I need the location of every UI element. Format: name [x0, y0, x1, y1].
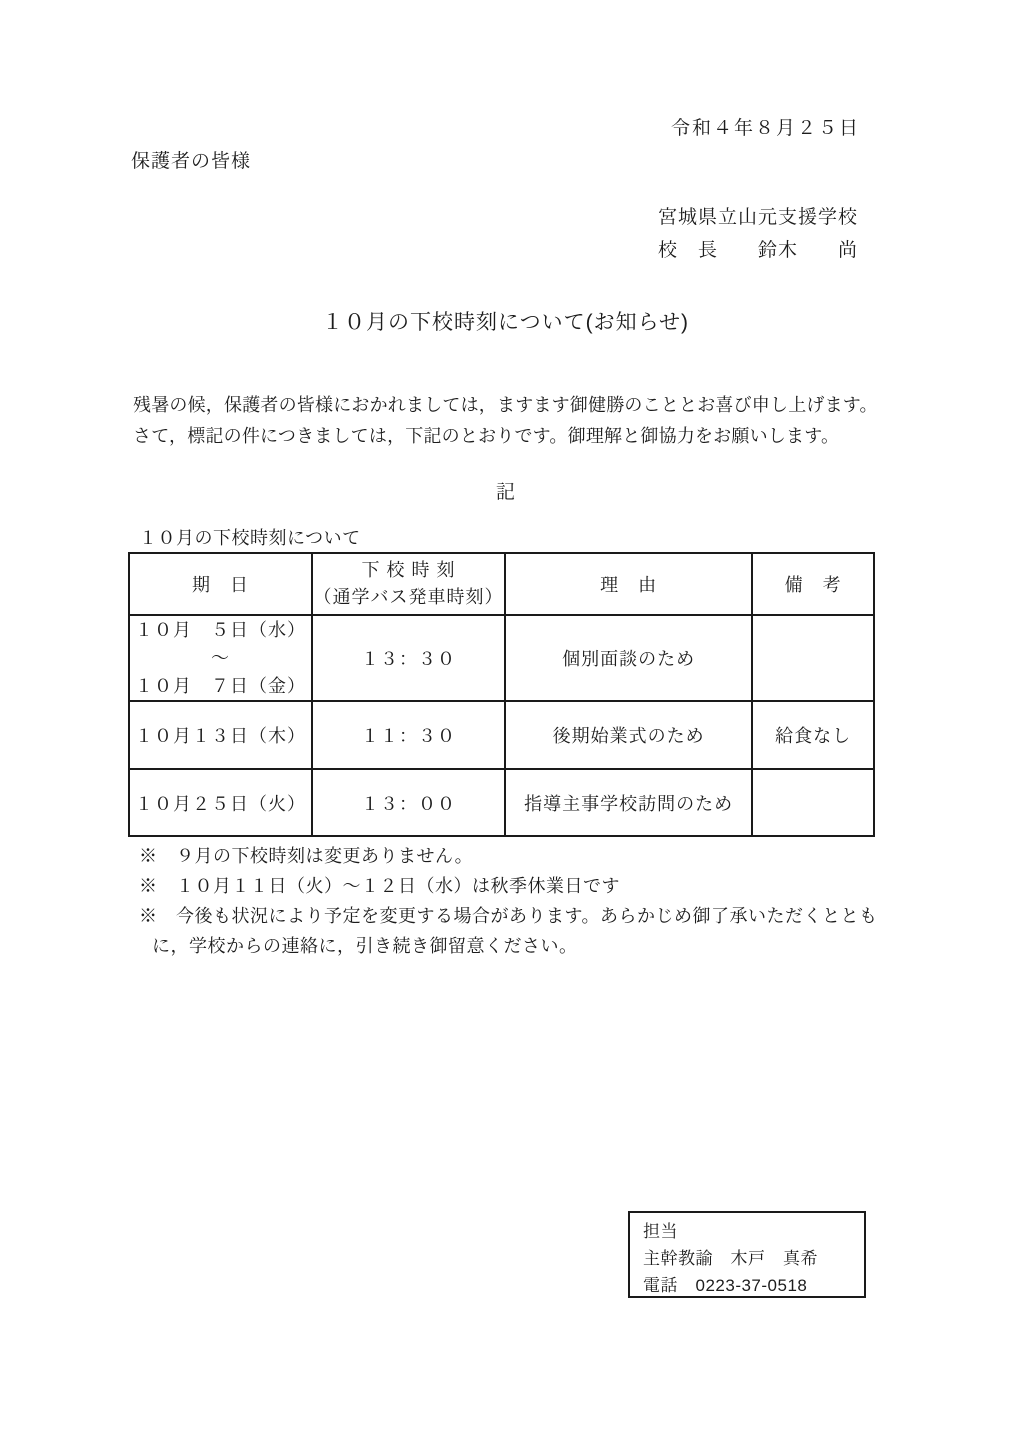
- cell-remarks: [752, 769, 874, 836]
- note-line-1: ※ ９月の下校時刻は変更ありません。: [139, 846, 474, 866]
- column-header-reason: 理 由: [505, 553, 752, 615]
- table-row: [129, 615, 874, 701]
- notes-section: [139, 841, 899, 961]
- note-line-2: ※ １０月１１日（火）～１２日（水）は秋季休業日です: [139, 876, 620, 896]
- table-row: [129, 701, 874, 769]
- cell-date-line1: １０月 ５日（水）: [134, 620, 306, 640]
- table-caption: １０月の下校時刻について: [139, 528, 361, 548]
- contact-person: 主幹教諭 木戸 真希: [643, 1249, 818, 1268]
- greeting-line-2: さて，標記の件につきましては，下記のとおりです。御理解と御協力をお願いします。: [133, 426, 840, 446]
- contact-box: [628, 1211, 866, 1298]
- record-marker: 記: [495, 482, 515, 503]
- cell-date: [129, 615, 312, 701]
- cell-reason: 個別面談のため: [505, 615, 752, 701]
- school-name: 宮城県立山元支援学校: [658, 207, 859, 228]
- recipient-line: 保護者の皆様: [131, 151, 252, 172]
- cell-date-line2: ～: [210, 648, 230, 668]
- cell-remarks: 給食なし: [752, 701, 874, 769]
- principal-name: 校 長 鈴木 尚: [658, 240, 859, 261]
- column-header-time-line2: （通学バス発車時刻）: [313, 587, 504, 607]
- table-header-row: [129, 553, 874, 615]
- column-header-time: [312, 553, 505, 615]
- column-header-time-line1: 下 校 時 刻: [361, 560, 456, 580]
- cell-date: １０月２５日（火）: [129, 769, 312, 836]
- cell-time: １３：３０: [312, 615, 505, 701]
- cell-date-line3: １０月 ７日（金）: [134, 676, 306, 696]
- note-line-3: ※ 今後も状況により予定を変更する場合があります。あらかじめ御了承いただくととも: [139, 906, 878, 926]
- cell-time: １１：３０: [312, 701, 505, 769]
- column-header-date: 期 日: [129, 553, 312, 615]
- cell-reason: 指導主事学校訪問のため: [505, 769, 752, 836]
- contact-phone: 電話 0223-37-0518: [643, 1276, 808, 1295]
- sender-block: [658, 201, 858, 267]
- table-row: [129, 769, 874, 836]
- cell-reason: 後期始業式のため: [505, 701, 752, 769]
- dismissal-schedule-table: [128, 552, 875, 837]
- document-title: １０月の下校時刻について(お知らせ): [322, 311, 689, 334]
- issue-date: 令和４年８月２５日: [670, 118, 860, 139]
- cell-remarks: [752, 615, 874, 701]
- greeting-line-1: 残暑の候，保護者の皆様におかれましては，ますます御健勝のこととお喜び申し上げます。: [133, 395, 878, 415]
- cell-date: １０月１３日（木）: [129, 701, 312, 769]
- column-header-remarks: 備 考: [752, 553, 874, 615]
- greeting-paragraph: [133, 390, 881, 452]
- cell-time: １３：００: [312, 769, 505, 836]
- note-line-4: に，学校からの連絡に，引き続き御留意ください。: [152, 936, 578, 956]
- contact-label: 担当: [643, 1222, 678, 1241]
